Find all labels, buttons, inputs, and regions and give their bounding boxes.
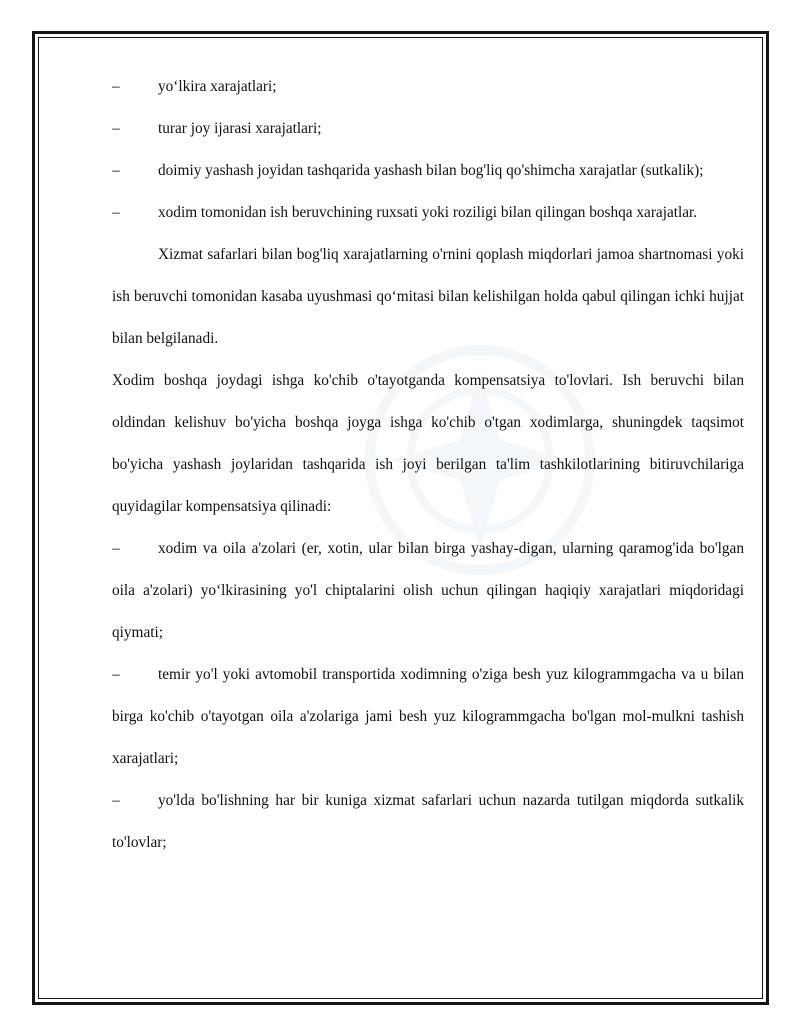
item-text: temir yo'l yoki avtomobil transportida xodimning o'ziga besh yuz kilogrammgacha va u bilan birga ko'chib o'tayotgan oila a'zolariga jami besh yuz kilogrammgacha bo'lgan mol-mulkni tashish xarajatlari; — [112, 666, 744, 767]
list-item — [112, 150, 744, 192]
bullet-dash: – — [112, 540, 120, 557]
item-text: xodim tomonidan ish beruvchining ruxsati yoki roziligi bilan qilingan boshqa xarajatlar. — [158, 204, 698, 221]
item-text: xodim va oila a'zolari (er, xotin, ular bilan birga yashay-digan, ularning qaramog'ida bo'lgan oila a'zolari) yo‘lkirasining yo'l chiptalarini olish uchun qilingan haqiqiy xarajatlari miqdoridagi qiymati; — [112, 540, 744, 641]
list-item — [112, 108, 744, 150]
paragraph: Xodim boshqa joydagi ishga ko'chib o'tayotganda kompensatsiya to'lovlari. Ish beruvchi bilan oldindan kelishuv bo'yicha boshqa joyga ishga ko'chib o'tgan xodimlarga, shuningdek taqsimot bo'yicha yashash joylaridan tashqarida ish joyi berilgan ta'lim tashkilotlarining bitiruvchilariga quyidagilar kompensatsiya qilinadi: — [112, 372, 744, 515]
document-body — [112, 66, 744, 864]
list-item — [112, 780, 744, 864]
item-text: turar joy ijarasi xarajatlari; — [158, 120, 322, 137]
list-item — [112, 528, 744, 654]
bullet-dash: – — [112, 120, 120, 137]
item-text: yo'lda bo'lishning har bir kuniga xizmat safarlari uchun nazarda tutilgan miqdorda sutkalik to'lovlar; — [112, 792, 744, 851]
bullet-dash: – — [112, 666, 120, 683]
list-item — [112, 192, 744, 234]
item-text: doimiy yashash joyidan tashqarida yashash bilan bog'liq qo'shimcha xarajatlar (sutkalik); — [158, 162, 704, 179]
paragraph: Xizmat safarlari bilan bog'liq xarajatlarning o'rnini qoplash miqdorlari jamoa shartnomasi yoki ish beruvchi tomonidan kasaba uyushmasi qo‘mitasi bilan kelishilgan holda qabul qilingan ichki hujjat bilan belgilanadi. — [112, 246, 744, 347]
list-item — [112, 66, 744, 108]
bullet-dash: – — [112, 162, 120, 179]
bullet-dash: – — [112, 792, 120, 809]
list-item — [112, 654, 744, 780]
bullet-dash: – — [112, 78, 120, 95]
item-text: yo‘lkira xarajatlari; — [158, 78, 277, 95]
bullet-dash: – — [112, 204, 120, 221]
